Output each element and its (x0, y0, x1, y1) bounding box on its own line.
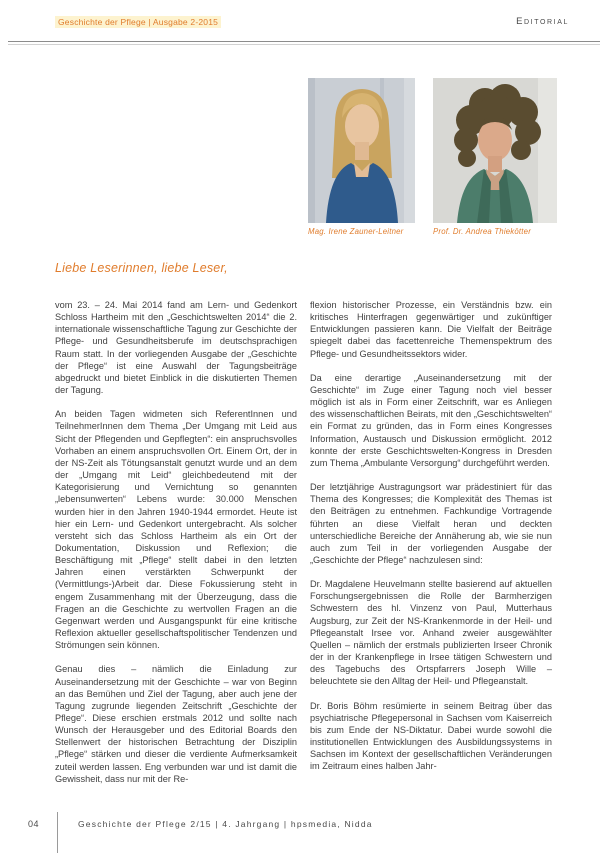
body-column-right (310, 299, 552, 797)
section-title: Editorial (516, 16, 569, 27)
paragraph: Genau dies – nämlich die Einladung zur Auseinandersetzung mit der Geschichte – war von Beginn an das Bemühen und Ziel der Tagung, aber auch jene der Tagung zugrunde liegenden Zeitschrift „Geschichte der Pflege“. Diese erschien erstmals 2012 und sollte nach Wunsch der Herausgeber und des Editorial Boards den Stellenwert der historischen Betrachtung der Disziplin „Pflege“ stärken und dieser die verdiente Aufmerksamkeit zuteil werden lassen. Eng verbunden war und ist damit die Gewissheit, dass nur mit der Re- (55, 664, 297, 784)
paragraph: vom 23. – 24. Mai 2014 fand am Lern- und Gedenkort Schloss Hartheim mit den „Geschichtswelten 2014“ die 2. internationale wissenschaftliche Tagung zur Geschichte der Pflege- und Gesundheitsberufe im deutschsprachigen Raum statt. In der vorliegenden Ausgabe der „Geschichte der Pflege“ ist eine Auswahl der Tagungsbeiträge abgedruckt und bietet Einblick in die diskutierten Themen der Tagung. (55, 300, 297, 396)
journal-issue-label: Geschichte der Pflege | Ausgabe 2-2015 (55, 16, 221, 28)
paragraph: Dr. Boris Böhm resümierte in seinem Beitrag über das psychiatrische Pflegepersonal in Sachsen vom Kaiserreich bis zum Ende der NS-Diktatur. Dabei wurde sowohl die institutionellen Entwicklungen des Ausbildungssystems in Sachsen im Kontext der gesellschaftlichen Veränderungen im Zeitraum eines halben Jahr- (310, 700, 552, 772)
paragraph: Der letztjährige Austragungsort war prädestiniert für das Thema des Kongresses; die Komplexität des Themas ist den Beiträgen zu entnehmen. Fachkundige Vortragende führten an diese Vielfalt heran und deckten unterschiedliche Bereiche der Annäherung ab, wie sie nun auch zum Teil in der vorliegenden Ausgabe der „Geschichte der Pflege“ nachzulesen sind: (310, 482, 552, 565)
paragraph: Da eine derartige „Auseinandersetzung mit der Geschichte“ im Zuge einer Tagung noch viel besser möglich ist als in Form einer Zeitschrift, war es Anliegen des wissenschaftlichen Beirats, mit den „Geschichtswelten“ ein Format zu gründen, das in Form eines Kongresses Information, Austausch und Diskussion ermöglicht. 2012 konnte der erste Geschichtswelten-Kongress in Dresden zum Thema „Ambulante Versorgung“ durchgeführt werden. (310, 372, 552, 468)
body-column-left (55, 299, 297, 797)
photo-caption-left: Mag. Irene Zauner-Leitner (308, 227, 404, 236)
photo-figure-right (433, 78, 557, 236)
salutation-heading: Liebe Leserinnen, liebe Leser, (55, 261, 228, 275)
portrait-photo-thiekoetter (433, 78, 557, 223)
paragraph: Dr. Magdalene Heuvelmann stellte basierend auf aktuellen Forschungsergebnissen die Rolle der Barmherzigen Schwestern des hl. Vinzenz von Paul, Mutterhaus Augsburg, zur Zeit der NS-Krankenmorde in der Heil- und Pflegeanstalt Irsee vor. Anhand zweier ausgewählter Quellen – nämlich der erstmals publizierten Irseer Chronik der in der Krankenpflege in Irsee tätigen Schwestern und des Tagebuchs des Ortspfarrers Joseph Wille – beleuchtete sie den Alltag der Heil- und Pflegeanstalt. (310, 579, 552, 687)
paragraph: An beiden Tagen widmeten sich ReferentInnen und TeilnehmerInnen dem Thema „Der Umgang mit Leid aus Sicht der Pflegenden und Gepflegten“: ein anspruchsvolles Vorhaben an einem anspruchsvollen Ort. Einem Ort, der in der NS-Zeit als Tötungsanstalt genutzt wurde und an dem der „Umgang mit Leid“ gleichbedeutend mit der Kategorisierung und Vernichtung so genannten „lebensunwerten“ Lebens wurde: 30.000 Menschen wurden hier in den Jahren 1940-1944 ermordet. Heute ist hier ein Lern- und Gedenkort untergebracht. Als solcher versteht sich das Schloss Hartheim als ein Ort der Dokumentation, Diskussion und Reflexion; die Beschäftigung mit „Pflege“ stellt dabei in den letzten Jahren einen verstärkten Schwerpunkt der (Vermittlungs-)Arbeit dar. Diese Fokussierung steht in engem Zusammenhang mit der Überzeugung, dass die Fragen an die Geschichte zu wertvollen Fragen an die Gegenwart werden und Ausgangspunkt für eine kritische Reflexion aktueller gesellschaftspolitischer Tendenzen und Strömungen sein können. (55, 409, 297, 651)
page-number: 04 (28, 819, 40, 829)
photo-caption-right: Prof. Dr. Andrea Thiekötter (433, 227, 531, 236)
footer-divider (57, 812, 58, 853)
header-rule (8, 41, 600, 45)
body-columns (55, 299, 552, 797)
footer-journal-line: Geschichte der Pflege 2/15 | 4. Jahrgang | hpsmedia, Nidda (78, 819, 373, 829)
paragraph: flexion historischer Prozesse, ein Verständnis bzw. ein kritisches Hinterfragen gegenwärtiger und zukünftiger Entwicklungen passieren kann. Die Vielfalt der Beiträge spiegelt dabei das facettenreiche Themenspektrum des Pflege- und Gesundheitssektors wider. (310, 300, 552, 359)
editor-photos (308, 78, 557, 236)
portrait-photo-zauner-leitner (308, 78, 415, 223)
photo-figure-left (308, 78, 415, 236)
